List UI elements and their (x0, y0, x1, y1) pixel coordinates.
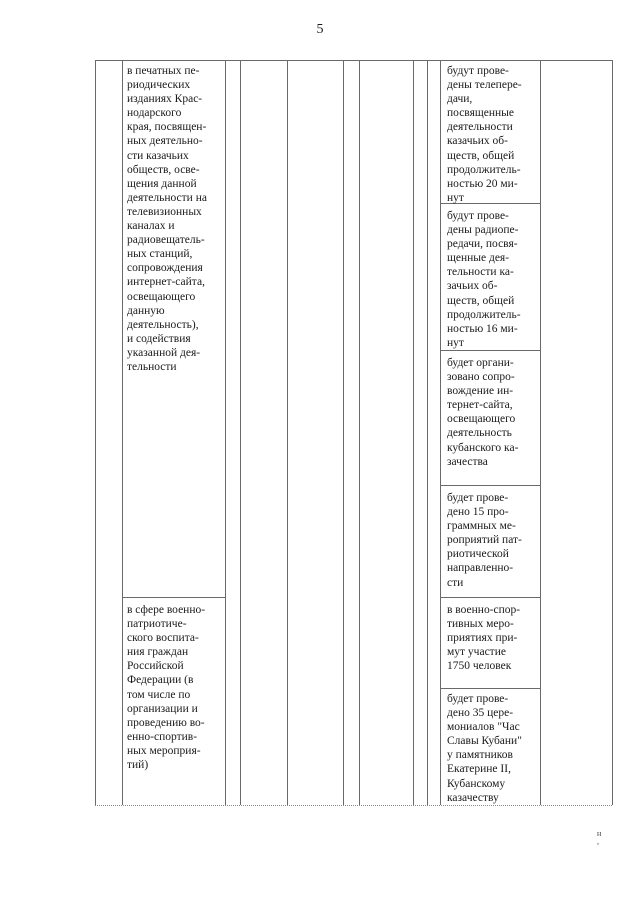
text-line: тернет-сайта, (447, 399, 513, 412)
text-line: будут прове- (447, 210, 509, 222)
text-line: тельности (127, 360, 177, 373)
text-line: радиовещатель- (127, 234, 205, 247)
text-line: щенные дея- (447, 252, 510, 265)
text-line: продолжитель- (447, 308, 521, 321)
text-line: ского воспита- (127, 632, 199, 645)
text-line: будет прове- (447, 492, 509, 504)
text-line: ных мероприя- (127, 744, 201, 757)
right-cell-programs (447, 491, 537, 590)
page-number: 5 (316, 22, 324, 37)
text-line: деятельности на (127, 191, 207, 204)
text-line: граммных ме- (447, 520, 516, 533)
text-line: продолжитель- (447, 163, 521, 176)
text-line: роприятий пат- (447, 534, 522, 547)
text-line: ностью 20 ми- (447, 177, 518, 190)
text-line: указанной дея- (127, 346, 201, 359)
text-line: нут (447, 191, 464, 204)
text-line: и содействия (127, 332, 191, 345)
text-line: у памятников (447, 749, 513, 762)
text-line: дены телепере- (447, 79, 522, 92)
right-cell-website (447, 356, 537, 469)
text-line: будет органи- (447, 357, 514, 369)
text-line: кубанского ка- (447, 441, 519, 454)
text-line: каналах и (127, 220, 175, 233)
text-line: организации и (127, 702, 198, 715)
text-line: ществ, общей (447, 149, 515, 162)
text-line: обществ, осве- (127, 163, 200, 176)
text-line: риотической (447, 548, 509, 561)
text-line: сти (447, 576, 464, 589)
corner-mark: н , (597, 829, 602, 846)
left-cell-media (127, 64, 222, 374)
text-line: Славы Кубани" (447, 735, 522, 748)
text-line: тий) (127, 759, 149, 772)
right-cell-ceremonies (447, 692, 537, 805)
text-line: том числе по (127, 688, 191, 701)
text-line: деятельность), (127, 318, 199, 331)
text-line: ных станций, (127, 248, 193, 261)
text-line: телевизионных (127, 205, 202, 218)
text-line: деятельности (447, 121, 513, 134)
text-line: казачеству (447, 791, 499, 804)
text-line: сопровождения (127, 262, 203, 275)
text-line: енно-спортив- (127, 730, 198, 743)
text-line: 1750 человек (447, 660, 512, 673)
text-line: в печатных пе- (127, 65, 200, 77)
text-line: дено 35 цере- (447, 707, 514, 720)
text-line: тивных меро- (447, 618, 514, 631)
text-line: дено 15 про- (447, 506, 509, 519)
text-line: деятельность (447, 427, 512, 440)
text-line: в военно-спор- (447, 604, 521, 616)
text-line: Екатерине II, (447, 763, 511, 776)
right-cell-radio (447, 209, 537, 350)
text-line: Российской (127, 660, 184, 673)
text-line: приятиях при- (447, 632, 518, 645)
text-line: Кубанскому (447, 777, 506, 790)
text-line: казачьих об- (447, 135, 508, 148)
text-line: будет прове- (447, 693, 509, 705)
text-line: будут прове- (447, 65, 509, 77)
text-line: посвященные (447, 107, 514, 120)
text-line: данную (127, 304, 165, 317)
text-line: интернет-сайта, (127, 276, 205, 289)
text-line: края, посвящен- (127, 121, 207, 134)
text-line: дены радиопе- (447, 224, 519, 237)
left-cell-patriotic (127, 603, 222, 772)
text-line: щения данной (127, 177, 197, 190)
text-line: редачи, посвя- (447, 238, 518, 251)
text-line: патриотиче- (127, 618, 187, 631)
text-line: ных деятельно- (127, 135, 203, 148)
text-line: нодарского (127, 107, 182, 120)
text-line: сти казачьих (127, 149, 189, 162)
text-line: мониалов "Час (447, 721, 520, 734)
right-cell-sport-events (447, 603, 537, 673)
text-line: ния граждан (127, 646, 189, 659)
text-line: ностью 16 ми- (447, 322, 518, 335)
text-line: освещающего (447, 413, 516, 426)
text-line: зачьих об- (447, 280, 498, 293)
text-line: в сфере военно- (127, 604, 206, 616)
text-line: риодических (127, 79, 191, 92)
text-line: изданиях Крас- (127, 93, 203, 106)
text-line: вождение ин- (447, 385, 514, 398)
text-line: проведению во- (127, 716, 205, 729)
text-line: направленно- (447, 562, 514, 575)
text-line: тельности ка- (447, 266, 514, 279)
text-line: нут (447, 336, 464, 349)
right-cell-tv (447, 64, 537, 205)
text-line: освещающего (127, 290, 196, 303)
text-line: ществ, общей (447, 294, 515, 307)
text-line: зовано сопро- (447, 371, 515, 384)
text-line: зачества (447, 455, 488, 468)
text-line: Федерации (в (127, 674, 194, 687)
text-line: мут участие (447, 646, 506, 659)
text-line: дачи, (447, 93, 473, 106)
